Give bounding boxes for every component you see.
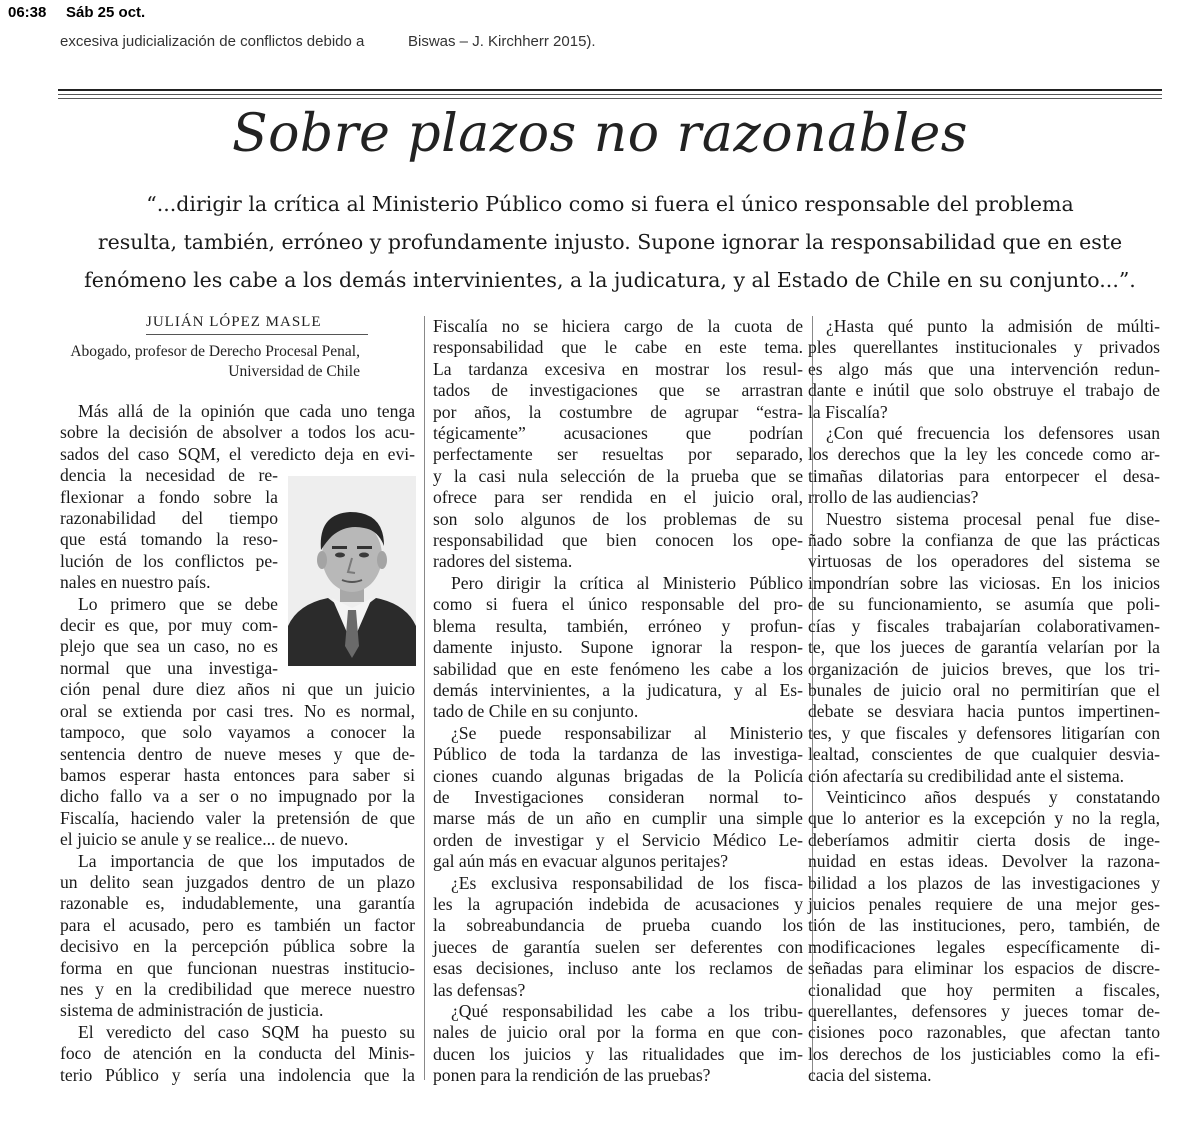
body-line: sabilidad que en este fenómeno les cabe a los (433, 658, 803, 679)
article-headline: Sobre plazos no razonables (232, 104, 968, 164)
body-line: rrollo de las audiencias? (808, 487, 979, 508)
body-line: tégicamente” acusaciones que podrían (433, 423, 803, 444)
body-line: tes, y que fiscales y defensores litigarían con (808, 722, 1160, 743)
body-line: la sobreabundancia de prueba cuando los (433, 915, 803, 936)
column-1-wide-text (60, 679, 415, 1086)
body-line: ¿Qué responsabilidad les cabe a los tribu- (451, 1001, 803, 1021)
body-line: La importancia de que los imputados de (78, 850, 415, 871)
article-paragraph (808, 787, 1160, 1087)
body-line: nales en nuestro país. (60, 572, 211, 593)
body-line: ¿Es exclusiva responsabilidad de los fisca- (451, 872, 803, 893)
body-line: son solo algunos de los problemas de su (433, 508, 803, 529)
body-line: ción afectaría su credibilidad ante el sistema. (808, 765, 1125, 786)
body-line: ples querellantes institucionales y privados (808, 337, 1160, 358)
author-role (60, 342, 360, 382)
body-line: tado de Chile en su conjunto. (433, 701, 639, 722)
body-line: gal aún más en evacuar algunos peritajes? (433, 851, 729, 872)
body-line: terio Público y sería una indolencia que la (60, 1064, 415, 1085)
body-line: que lo anterior es la excepción y no la regla, (808, 808, 1160, 829)
body-line: marse más de un año en cumplir una simple (433, 808, 803, 829)
body-line: La tardanza excesiva en mostrar los resul- (433, 358, 803, 379)
body-line: orden de investigar y el Servicio Médico Le- (433, 829, 803, 850)
author-role-line: Universidad de Chile (228, 363, 360, 380)
body-line: ciones cuando algunas brigadas de la Policía (433, 765, 803, 786)
body-line: los derechos de los justiciables como la efi- (808, 1043, 1160, 1064)
body-line: ¿Se puede responsabilizar al Ministerio (451, 722, 803, 743)
author-role-line: Abogado, profesor de Derecho Procesal Penal, (70, 343, 360, 360)
body-line: radores del sistema. (433, 551, 573, 572)
body-line: dicho fallo va a ser o no impugnado por la (60, 786, 415, 807)
column-1-wrapped-text (60, 487, 415, 680)
author-underline (146, 334, 368, 335)
body-line: perfectamente ser resueltas por separado, (433, 444, 803, 465)
body-line: nuidad en estas ideas. Devolver la razona- (808, 851, 1160, 872)
column-divider (424, 316, 425, 1080)
body-line: foco de atención en la conducta del Minis- (60, 1043, 415, 1064)
body-line: sistema de administración de justicia. (60, 1000, 324, 1021)
body-line: lución de los conflictos pe- (60, 550, 278, 571)
status-time: 06:38 (8, 4, 47, 21)
article-paragraph (433, 723, 803, 873)
body-line: cionalidad que hoy permiten a fiscales, (808, 979, 1160, 1000)
body-line: sentencia dentro de nueve meses y que de- (60, 743, 415, 764)
body-line: dante e inútil que solo obstruye el trabajo de (808, 380, 1160, 401)
column-1-wide-text (60, 401, 415, 487)
body-line: Más allá de la opinión que cada uno tenga (78, 401, 415, 421)
body-line: responsabilidad que le cabe en este tema. (433, 337, 803, 358)
body-line: te, que los jueces de garantía velarían por la (808, 637, 1160, 658)
body-line: Pero dirigir la crítica al Ministerio Público (451, 572, 803, 593)
body-line: ofrece para ser rendida en el juicio oral, (433, 487, 803, 508)
body-line: decir es que, por muy com- (60, 615, 278, 636)
article-paragraph (433, 1001, 803, 1087)
previous-article-left-text: excesiva judicialización de conflictos debido a (60, 33, 365, 50)
body-line: cisiones poco razonables, que afectan tanto (808, 1022, 1160, 1043)
body-line: impondrían sobre las viciosas. En los inicios (808, 572, 1160, 593)
pull-quote-line: fenómeno les cabe a los demás intervinientes, a la judicatura, y al Estado de Chile en su conjunto...”. (84, 268, 1136, 292)
body-line: juicios penales requiere de una mejor ges- (808, 893, 1160, 914)
status-date: Sáb 25 oct. (66, 4, 146, 21)
body-line: damente injusto. Supone ignorar la respon- (433, 637, 803, 658)
body-line: deberíamos admitir cierta dosis de inge- (808, 829, 1160, 850)
body-line: El veredicto del caso SQM ha puesto su (78, 1021, 415, 1042)
section-divider-top (58, 89, 1162, 91)
status-bar (0, 0, 1200, 24)
body-line: querellantes, defensores y jueces tomar de- (808, 1001, 1160, 1021)
body-line: Público de toda la tardanza de las investiga- (433, 744, 803, 765)
body-line: bamos esperar hasta entonces para saber si (60, 764, 415, 785)
body-line: nales de juicio oral por la forma en que con- (433, 1022, 803, 1043)
body-line: que está tomando la reso- (60, 529, 278, 550)
body-line: señadas para eliminar los espacios de discre- (808, 958, 1160, 979)
body-line: ñado sobre la confianza de que las prácticas (808, 530, 1160, 551)
previous-article-right-text: Biswas – J. Kirchherr 2015). (408, 33, 596, 50)
body-line: Fiscalía no se hiciera cargo de la cuota de (433, 316, 803, 336)
body-line: un delito sean juzgados dentro de un plazo (60, 871, 415, 892)
body-line: bunales de juicio oral no permitirían que el (808, 679, 1160, 700)
body-line: para el acusado, pero es también un factor (60, 914, 415, 935)
body-line: la Fiscalía? (808, 401, 888, 422)
body-line: flexionar a fondo sobre la (60, 486, 278, 507)
body-line: jueces de garantía suelen ser deferentes con (433, 936, 803, 957)
body-line: virtuosas de los operadores del sistema se (808, 551, 1160, 572)
article-column-2 (433, 316, 803, 1087)
body-line: tampoco, que solo vayamos a conocer la (60, 722, 415, 743)
body-line: decisivo en la percepción pública sobre la (60, 936, 415, 957)
body-line: demás intervinientes, a la judicatura, y al Es- (433, 679, 803, 700)
article-paragraph (433, 316, 803, 573)
body-line: las defensas? (433, 979, 526, 1000)
body-line: plejo que sea un caso, no es (60, 636, 278, 657)
body-line: razonabilidad del tiempo (60, 508, 278, 529)
body-line: tión de las instituciones, pero, también, de (808, 915, 1160, 936)
body-line: cacia del sistema. (808, 1065, 932, 1086)
author-name: JULIÁN LÓPEZ MASLE (146, 314, 322, 330)
body-line: bilidad a los plazos de las investigaciones y (808, 872, 1160, 893)
article-paragraph (808, 509, 1160, 787)
article-paragraph (433, 573, 803, 723)
section-divider-bottom (58, 98, 1162, 99)
article-column-3 (808, 316, 1160, 1087)
body-line: ción penal dure diez años ni que un juicio (60, 679, 415, 700)
body-line: ducen los juicios y las ritualidades que im- (433, 1043, 803, 1064)
body-line: esas decisiones, incluso ante los reclamos de (433, 958, 803, 979)
article-paragraph (433, 873, 803, 1001)
article-paragraph (808, 316, 1160, 423)
body-line: responsabilidad que bien conocen los ope- (433, 530, 803, 551)
body-line: timañas dilatorias para entorpecer el desa- (808, 465, 1160, 486)
body-line: razonable es, indudablemente, una garantía (60, 893, 415, 914)
body-line: tados de investigaciones que se arrastran (433, 380, 803, 401)
body-line: oral se extienda por casi tres. No es normal, (60, 700, 415, 721)
article-paragraph (808, 423, 1160, 509)
body-line: les la agrupación indebida de acusaciones y (433, 893, 803, 914)
body-line: Veinticinco años después y constatando (826, 786, 1160, 807)
body-line: los derechos que la ley les concede como ar- (808, 444, 1160, 465)
body-line: Fiscalía, haciendo valer la pretensión de que (60, 807, 415, 828)
pull-quote (60, 185, 1160, 299)
body-line: es algo más que una intervención redun- (808, 358, 1160, 379)
pull-quote-line: “...dirigir la crítica al Ministerio Público como si fuera el único responsable del problema (146, 192, 1074, 216)
body-line: como si fuera el único responsable del pro- (433, 594, 803, 615)
body-line: nes y en la credibilidad que merece nuestro (60, 978, 415, 999)
body-line: Lo primero que se debe (78, 593, 278, 614)
pull-quote-line: resulta, también, erróneo y profundamente injusto. Supone ignorar la responsabilidad que en este (97, 230, 1123, 254)
article-column-1 (60, 401, 415, 1086)
body-line: modificaciones legales específicamente di- (808, 936, 1160, 957)
body-line: organización de juicios breves, que los tri- (808, 658, 1160, 679)
body-line: cías y fiscales trabajarían colaborativamen- (808, 615, 1160, 636)
body-line: ponen para la rendición de las pruebas? (433, 1065, 711, 1086)
body-line: ¿Con qué frecuencia los defensores usan (826, 423, 1160, 444)
body-line: debate se desviara hacia puntos impertinen- (808, 701, 1160, 722)
body-line: blema resulta, también, erróneo y profun- (433, 615, 803, 636)
body-line: lealtad, conscientes de que cualquier desvia- (808, 744, 1160, 765)
body-line: sados del caso SQM, el veredicto deja en evi- (60, 443, 415, 464)
body-line: ¿Hasta qué punto la admisión de múlti- (826, 316, 1160, 336)
body-line: el juicio se anule y se realice... de nuevo. (60, 829, 349, 850)
body-line: forma en que funcionan nuestras institucio- (60, 957, 415, 978)
body-line: dencia la necesidad de re- (60, 465, 278, 486)
body-line: de su funcionamiento, se asumía que poli- (808, 594, 1160, 615)
body-line: sobre la decisión de absolver a todos los acu- (60, 422, 415, 443)
body-line: por años, la costumbre de agrupar “estra- (433, 401, 803, 422)
body-line: Nuestro sistema procesal penal fue dise- (826, 508, 1160, 529)
body-line: normal que una investiga- (60, 657, 278, 678)
section-divider-mid (58, 94, 1162, 95)
body-line: y la casi nula selección de la prueba que se (433, 465, 803, 486)
body-line: de Investigaciones consideran normal to- (433, 786, 803, 807)
